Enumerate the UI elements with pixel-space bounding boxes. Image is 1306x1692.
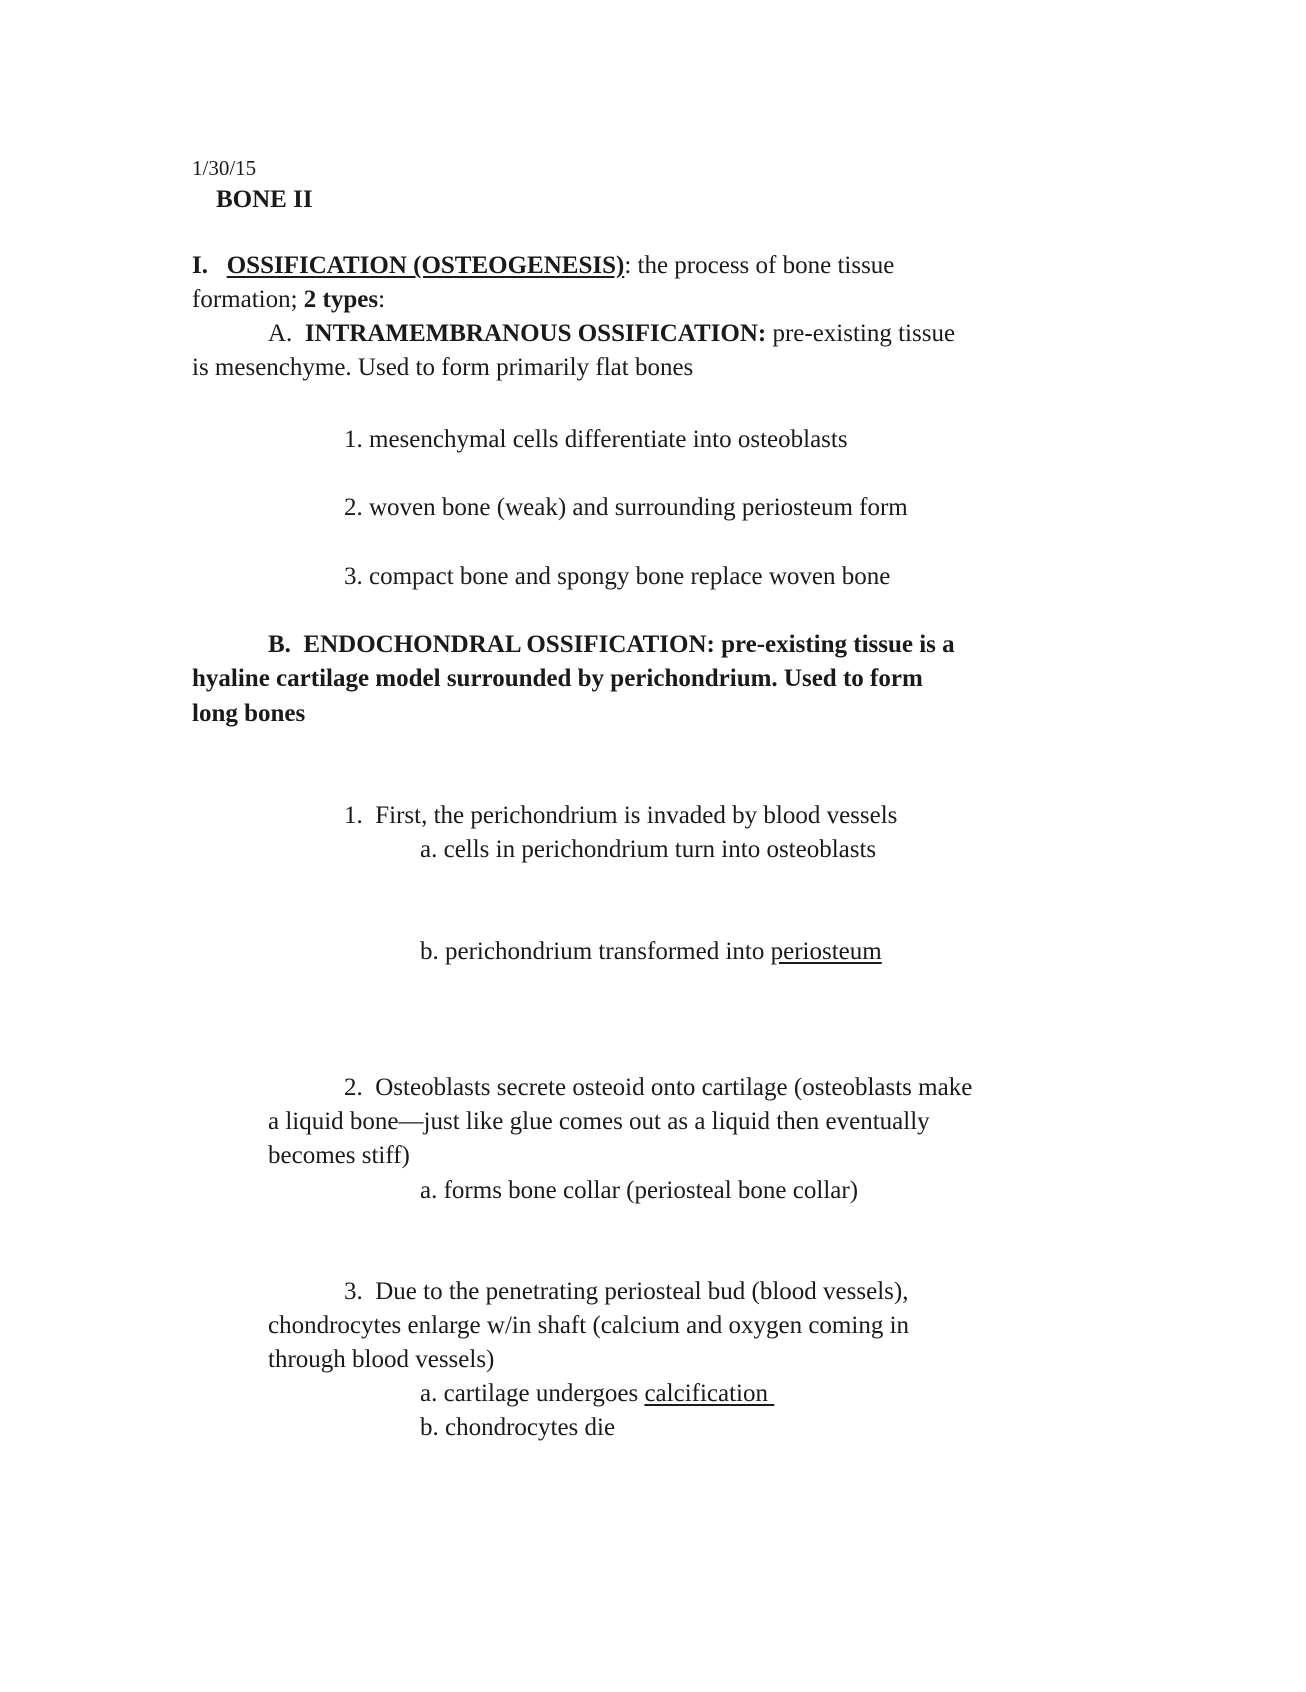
section-a-step-3: 3. compact bone and spongy bone replace woven bone [344,563,891,590]
section-b-step-2-line-2: a liquid bone—just like glue comes out as a liquid then eventually [268,1108,930,1135]
section-a-line-2: is mesenchyme. Used to form primarily flat bones [192,354,694,381]
section-b-step-3-line-3: through blood vessels) [268,1346,495,1373]
section-b-step-2-line-3: becomes stiff) [268,1142,410,1169]
calcification-term: calcification [644,1380,775,1407]
two-types: 2 types [303,286,379,313]
section-b-step-2-line-1: 2. Osteoblasts secrete osteoid onto cartilage (osteoblasts make [344,1074,973,1101]
section-b-step-3-line-2: chondrocytes enlarge w/in shaft (calcium and oxygen coming in [268,1312,910,1339]
section-1-definition-line-2: formation; 2 types: [192,286,386,313]
section-a-step-1: 1. mesenchymal cells differentiate into osteoblasts [344,426,848,453]
section-a-heading-line: A. INTRAMEMBRANOUS OSSIFICATION: pre-existing tissue [268,320,956,347]
section-1-heading: OSSIFICATION (OSTEOGENESIS) [226,252,625,279]
document-date: 1/30/15 [192,156,257,180]
section-1-heading-line [192,250,894,282]
section-b-step-1: 1. First, the perichondrium is invaded by blood vessels [344,802,898,829]
section-a-heading: INTRAMEMBRANOUS OSSIFICATION: [304,320,767,347]
section-b-step-2-a: a. forms bone collar (periosteal bone collar) [420,1177,859,1204]
section-a-step-2: 2. woven bone (weak) and surrounding periosteum form [344,494,908,521]
section-b-heading-line-1: B. ENDOCHONDRAL OSSIFICATION: pre-existing tissue is a [268,631,955,658]
section-b-step-3-a: a. cartilage undergoes calcification [420,1380,775,1407]
document-title: BONE II [216,186,313,213]
section-1-numeral: I. [192,252,208,279]
section-b-step-3-line-1: 3. Due to the penetrating periosteal bud (blood vessels), [344,1278,909,1305]
section-b-heading-line-3: long bones [192,700,306,727]
section-b-heading-line-2: hyaline cartilage model surrounded by perichondrium. Used to form [192,665,923,692]
section-b-step-3-b: b. chondrocytes die [420,1414,616,1441]
section-1-definition: : the process of bone tissue [624,252,895,279]
section-b-step-1-b: b. perichondrium transformed into periosteum [420,938,882,965]
periosteum-term: periosteum [770,938,882,965]
section-a-label: A. [268,320,293,347]
section-b-step-1-a: a. cells in perichondrium turn into osteoblasts [420,836,877,863]
